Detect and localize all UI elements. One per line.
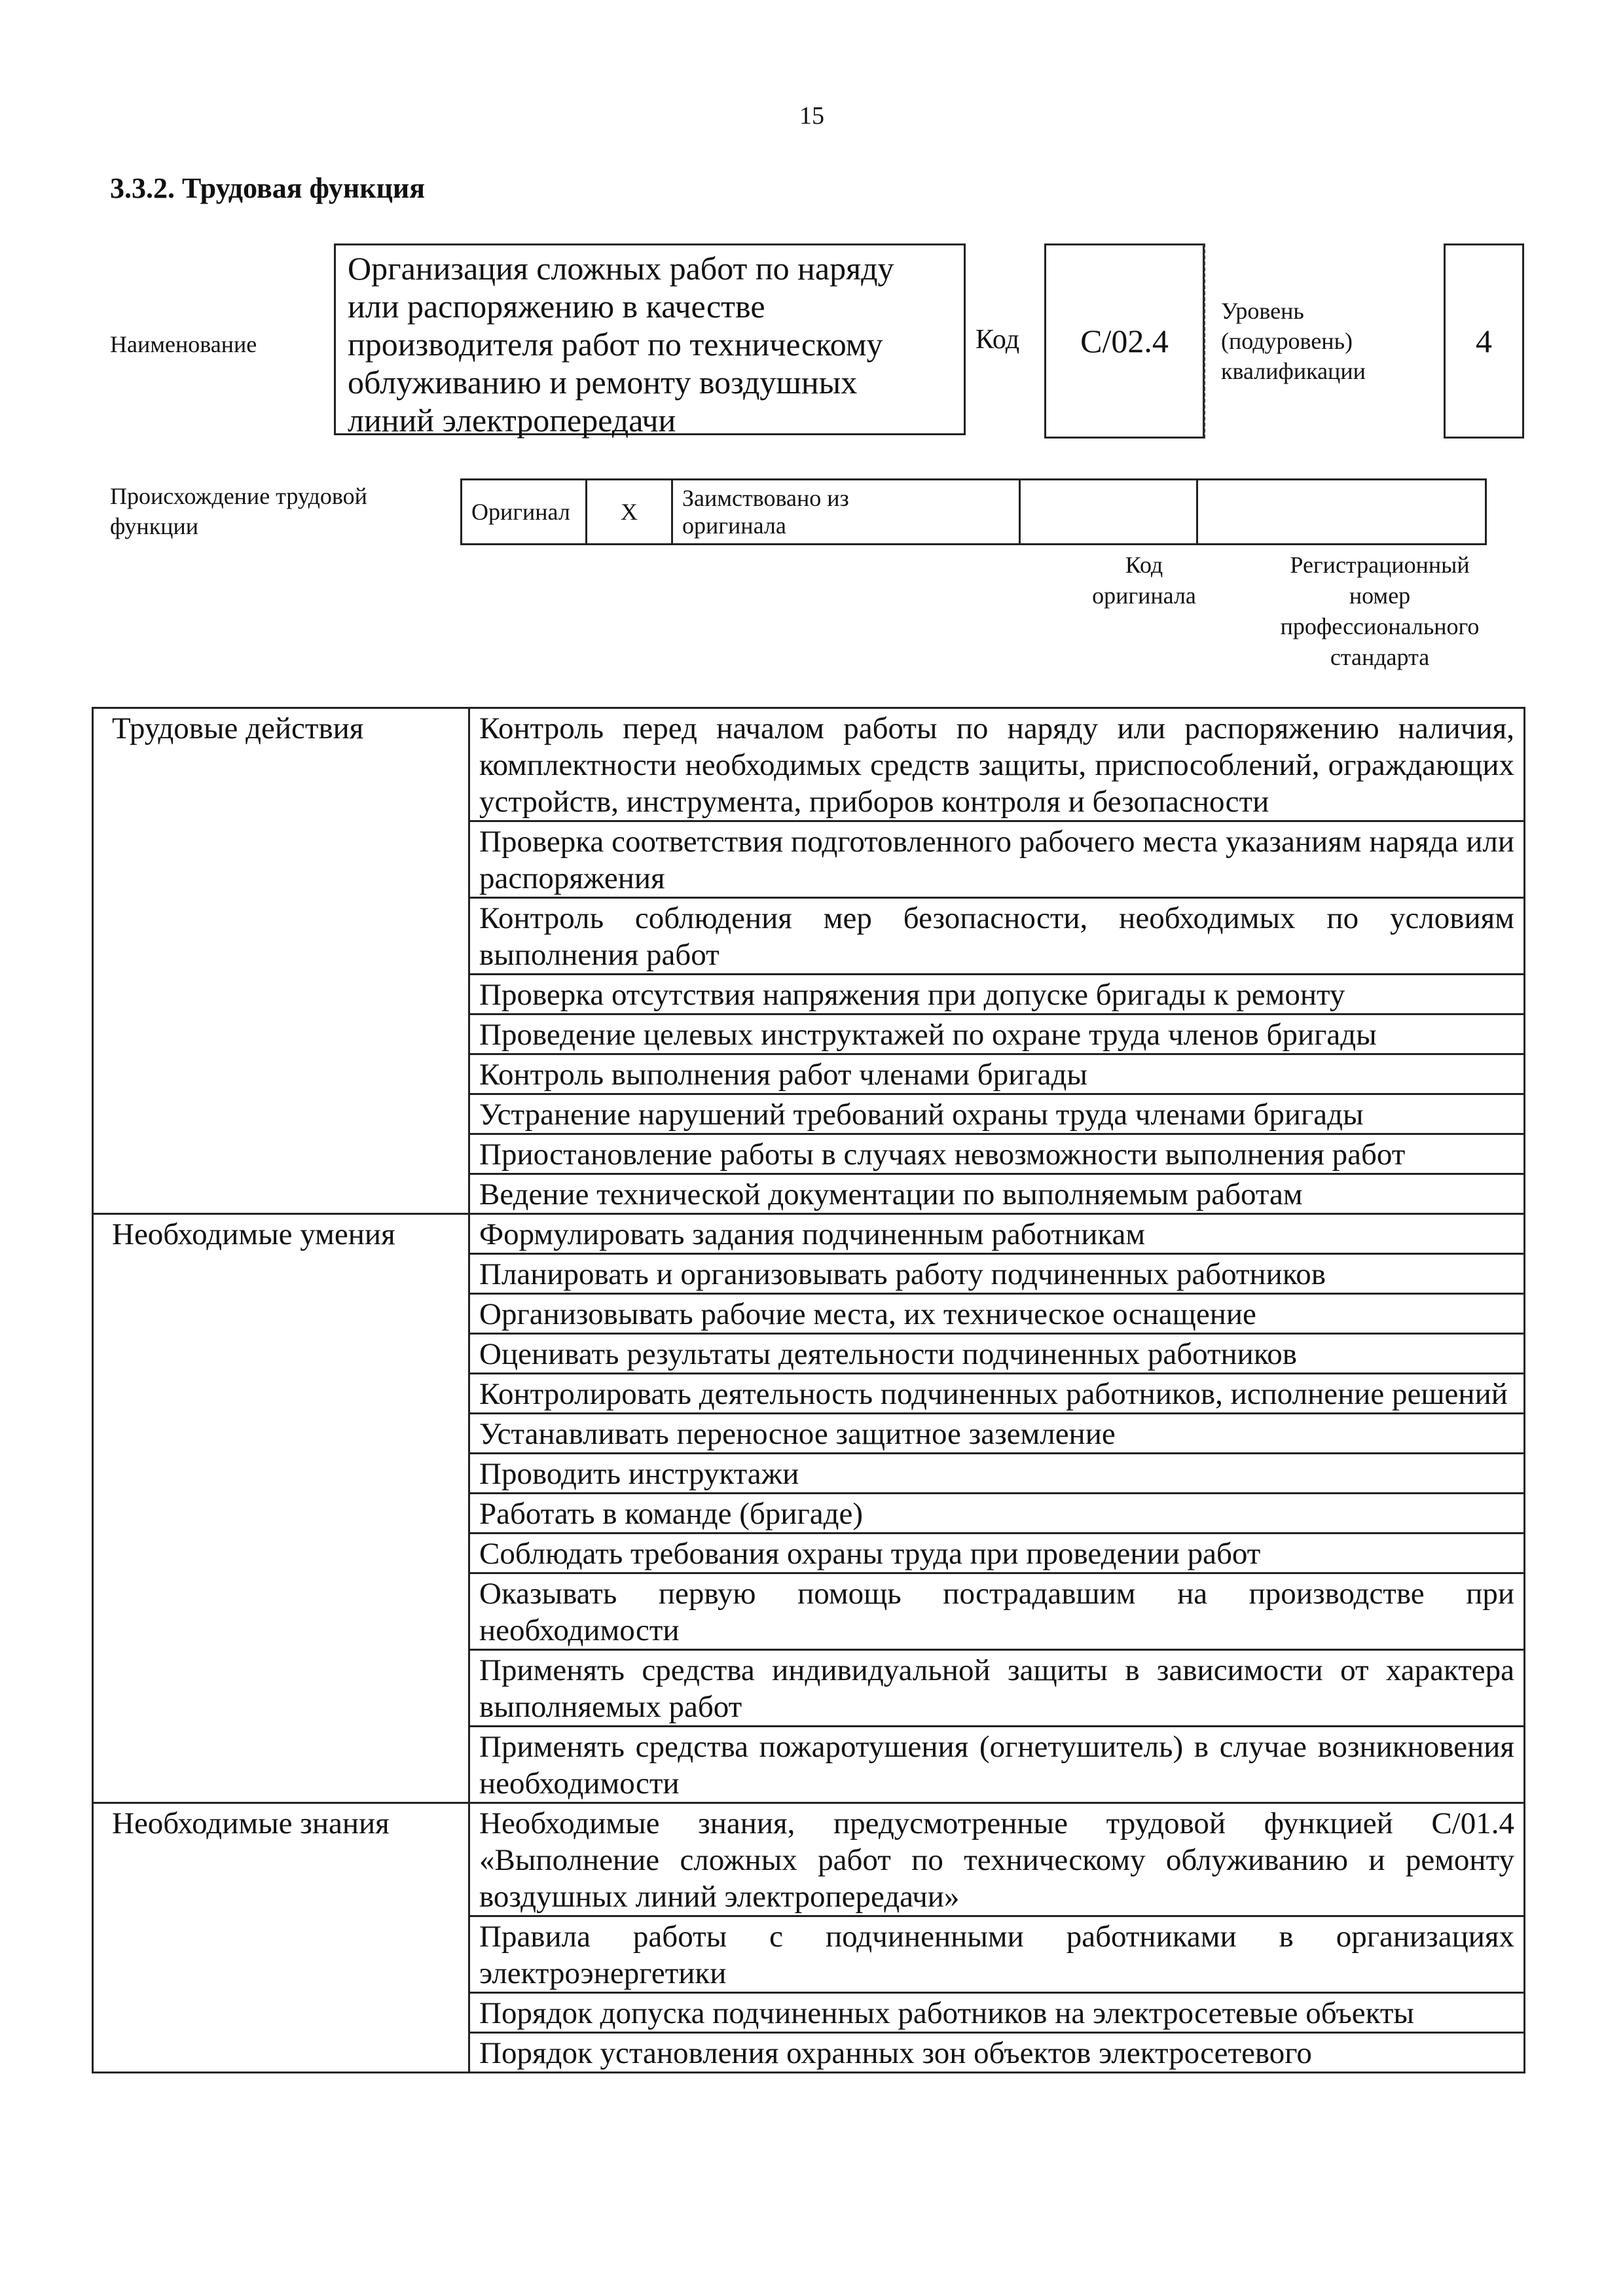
caption-line: стандарта bbox=[1330, 644, 1430, 670]
skill-cell: Работать в команде (бригаде) bbox=[469, 1494, 1525, 1534]
labor-action-cell: Контроль соблюдения мер безопасности, необходимых по условиям выполнения работ bbox=[469, 898, 1525, 975]
table-row bbox=[93, 1214, 1525, 1254]
caption-line: Код bbox=[1125, 552, 1163, 578]
labor-action-cell: Проведение целевых инструктажей по охране труда членов бригады bbox=[469, 1014, 1525, 1054]
origin-label bbox=[110, 481, 367, 541]
function-name-line: линий электропередачи bbox=[348, 402, 676, 439]
name-label: Наименование bbox=[110, 331, 257, 357]
level-label-line: (подуровень) bbox=[1221, 328, 1353, 354]
borrowed-label-line: Заимствовано из bbox=[682, 485, 849, 511]
registration-number-cell bbox=[1197, 480, 1486, 545]
skill-cell: Формулировать задания подчиненным работникам bbox=[469, 1214, 1525, 1254]
code-value: С/02.4 bbox=[1080, 323, 1169, 359]
original-code-cell bbox=[1020, 480, 1197, 545]
original-label: Оригинал bbox=[471, 499, 570, 525]
qualification-level-label bbox=[1221, 296, 1366, 386]
knowledge-label: Необходимые знания bbox=[93, 1803, 469, 2073]
skill-cell: Проводить инструктажи bbox=[469, 1454, 1525, 1494]
knowledge-cell: Правила работы с подчиненными работниками в организациях электроэнергетики bbox=[469, 1916, 1525, 1993]
skill-cell: Применять средства индивидуальной защиты в зависимости от характера выполняемых работ bbox=[469, 1650, 1525, 1727]
labor-action-cell: Проверка соответствия подготовленного рабочего места указаниям наряда или распоряжения bbox=[469, 821, 1525, 898]
function-name-line: производителя работ по техническому bbox=[348, 326, 883, 363]
original-mark: X bbox=[621, 499, 638, 525]
knowledge-cell: Порядок установления охранных зон объектов электросетевого bbox=[469, 2033, 1525, 2073]
labor-actions-label: Трудовые действия bbox=[93, 708, 469, 1214]
labor-action-cell: Проверка отсутствия напряжения при допуске бригады к ремонту bbox=[469, 975, 1525, 1014]
skill-cell: Организовывать рабочие места, их техническое оснащение bbox=[469, 1294, 1525, 1334]
requirements-table bbox=[92, 707, 1525, 2073]
qualification-level-value: 4 bbox=[1476, 323, 1492, 359]
origin-label-line: Происхождение трудовой bbox=[110, 483, 367, 509]
function-name-line: Организация сложных работ по наряду bbox=[348, 250, 894, 287]
function-name-line: облуживанию и ремонту воздушных bbox=[348, 364, 858, 401]
table-row bbox=[93, 1803, 1525, 1916]
skill-cell: Оказывать первую помощь пострадавшим на производстве при необходимости bbox=[469, 1573, 1525, 1650]
function-name-line: или распоряжению в качестве bbox=[348, 288, 765, 325]
skills-label: Необходимые умения bbox=[93, 1214, 469, 1803]
borrowed-label-line: оригинала bbox=[682, 512, 786, 539]
caption-line: Регистрационный bbox=[1290, 552, 1470, 578]
caption-line: профессионального bbox=[1280, 613, 1480, 639]
skill-cell: Контролировать деятельность подчиненных работников, исполнение решений bbox=[469, 1374, 1525, 1414]
dashed-divider bbox=[1203, 243, 1205, 439]
page-number: 15 bbox=[799, 102, 824, 130]
caption-original-code bbox=[1057, 550, 1231, 611]
origin-label-line: функции bbox=[110, 513, 198, 539]
labor-action-cell: Ведение технической документации по выполняемым работам bbox=[469, 1174, 1525, 1214]
labor-action-cell: Устранение нарушений требований охраны труда членами бригады bbox=[469, 1094, 1525, 1134]
table-row bbox=[93, 708, 1525, 821]
code-value-box bbox=[1044, 243, 1205, 439]
caption-line: номер bbox=[1349, 583, 1411, 609]
original-label-cell bbox=[462, 480, 587, 545]
caption-line: оригинала bbox=[1092, 583, 1196, 609]
level-label-line: квалификации bbox=[1221, 358, 1366, 384]
level-label-line: Уровень bbox=[1221, 298, 1304, 324]
skill-cell: Соблюдать требования охраны труда при проведении работ bbox=[469, 1534, 1525, 1573]
labor-action-cell: Контроль перед началом работы по наряду или распоряжению наличия, комплектности необходимых средств защиты, приспособлений, ограждающих устройств, инструмента, приборов контроля и безопасности bbox=[469, 708, 1525, 821]
caption-registration-number bbox=[1234, 550, 1525, 673]
knowledge-cell: Порядок допуска подчиненных работников на электросетевые объекты bbox=[469, 1993, 1525, 2033]
function-name-box bbox=[334, 243, 966, 439]
knowledge-cell: Необходимые знания, предусмотренные трудовой функцией С/01.4 «Выполнение сложных работ по техническому облуживанию и ремонту воздушных линий электропередачи» bbox=[469, 1803, 1525, 1916]
original-mark-cell bbox=[587, 480, 672, 545]
skill-cell: Планировать и организовывать работу подчиненных работников bbox=[469, 1254, 1525, 1294]
skill-cell: Оценивать результаты деятельности подчиненных работников bbox=[469, 1334, 1525, 1374]
skill-cell: Применять средства пожаротушения (огнетушитель) в случае возникновения необходимости bbox=[469, 1727, 1525, 1803]
skill-cell: Устанавливать переносное защитное заземление bbox=[469, 1414, 1525, 1454]
qualification-level-box bbox=[1444, 243, 1524, 439]
section-title: 3.3.2. Трудовая функция bbox=[110, 172, 426, 204]
code-label: Код bbox=[976, 325, 1020, 355]
labor-action-cell: Приостановление работы в случаях невозможности выполнения работ bbox=[469, 1134, 1525, 1174]
origin-table bbox=[460, 478, 1487, 545]
labor-action-cell: Контроль выполнения работ членами бригады bbox=[469, 1054, 1525, 1094]
borrowed-label-cell bbox=[672, 480, 1020, 545]
